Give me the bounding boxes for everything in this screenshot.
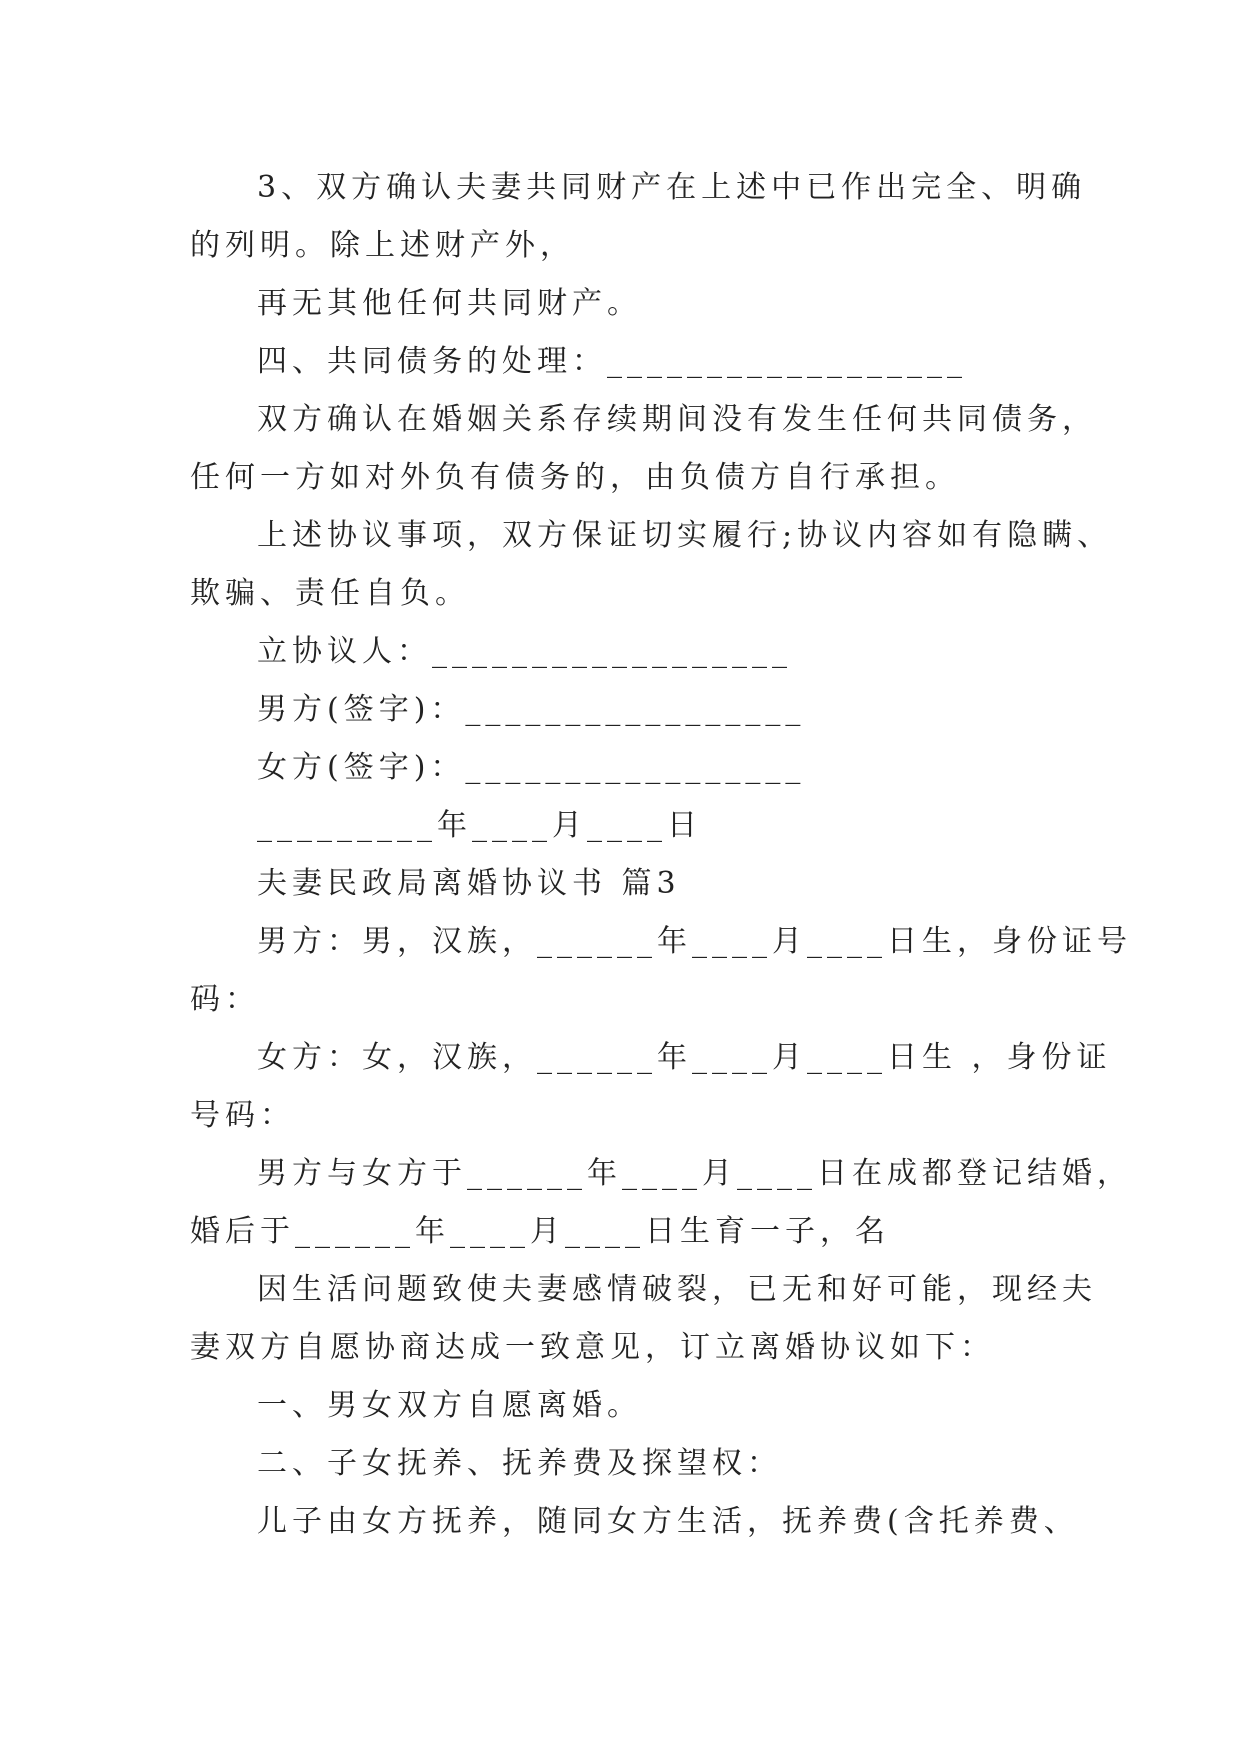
female-party-line-1: 女方：女，汉族，______年____月____日生 ，身份证 [257, 1040, 1112, 1075]
clause-3-line-2: 的列明。除上述财产外， [190, 228, 575, 263]
male-signature-line: 男方(签字)：_________________ [257, 692, 806, 727]
debt-paragraph-line-1: 双方确认在婚姻关系存续期间没有发生任何共同债务， [257, 402, 1097, 437]
female-party-line-2: 号码： [190, 1098, 295, 1133]
guarantee-paragraph-line-1: 上述协议事项，双方保证切实履行;协议内容如有隐瞒、 [257, 518, 1113, 553]
male-party-line-1: 男方：男，汉族，______年____月____日生，身份证号 [257, 924, 1132, 959]
clause-2-heading: 二、子女抚养、抚养费及探望权： [257, 1446, 782, 1481]
signatory-line: 立协议人：__________________ [257, 634, 792, 669]
reason-paragraph-line-2: 妻双方自愿协商达成一致意见，订立离婚协议如下： [190, 1330, 995, 1365]
clause-3-line-3: 再无其他任何共同财产。 [257, 286, 642, 321]
guarantee-paragraph-line-2: 欺骗、责任自负。 [190, 576, 470, 611]
clause-1-line: 一、男女双方自愿离婚。 [257, 1388, 642, 1423]
debt-paragraph-line-2: 任何一方如对外负有债务的，由负债方自行承担。 [190, 460, 960, 495]
date-line: _________年____月____日 [257, 808, 702, 843]
reason-paragraph-line-1: 因生活问题致使夫妻感情破裂，已无和好可能，现经夫 [257, 1272, 1097, 1307]
marriage-paragraph-line-2: 婚后于______年____月____日生育一子，名 [190, 1214, 890, 1249]
marriage-paragraph-line-1: 男方与女方于______年____月____日在成都登记结婚， [257, 1156, 1132, 1191]
section-4-heading: 四、共同债务的处理：__________________ [257, 344, 967, 379]
male-party-line-2: 码： [190, 982, 260, 1017]
section-title: 夫妻民政局离婚协议书 篇3 [257, 866, 681, 901]
female-signature-line: 女方(签字)：_________________ [257, 750, 806, 785]
custody-paragraph-line-1: 儿子由女方抚养，随同女方生活，抚养费(含托养费、 [257, 1504, 1079, 1539]
clause-3-line-1: 3、双方确认夫妻共同财产在上述中已作出完全、明确 [257, 170, 1087, 205]
